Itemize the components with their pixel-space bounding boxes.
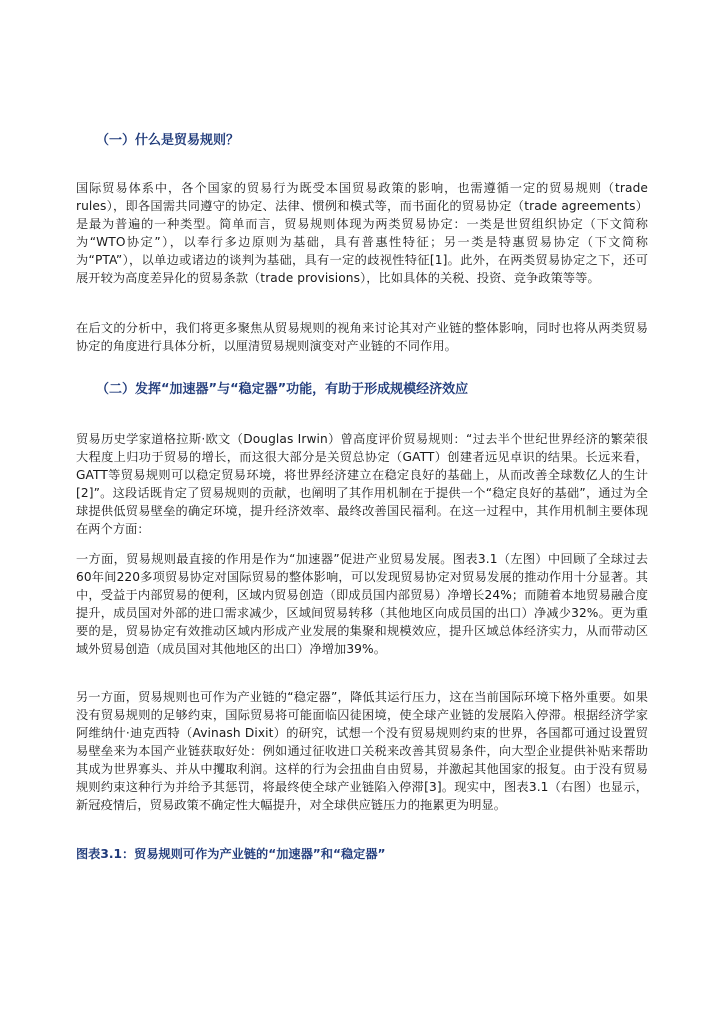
paragraph-accelerator-effect: 一方面，贸易规则最直接的作用是作为“加速器”促进产业贸易发展。图表3.1（左图）中回顾了全球过去60年间220多项贸易协定对国际贸易的整体影响，可以发现贸易协定对贸易发展的推动作用十分显著。其中，受益于内部贸易的便利，区域内贸易创造（即成员国内部贸易）净增长24%；而随着本地贸易融合度提升，成员国对外部的进口需求减少，区域间贸易转移（其他地区向成员国的出口）净减少32%。更为重要的是，贸易协定有效推动区域内形成产业发展的集聚和规模效应，提升区域总体经济实力，从而带动区域外贸易创造（成员国对其他地区的出口）净增加39%。 <box>76 552 648 656</box>
paragraph-douglas-irwin-quote: 贸易历史学家道格拉斯·欧文（Douglas Irwin）曾高度评价贸易规则：“过去半个世纪世界经济的繁荣很大程度上归功于贸易的增长，而这很大部分是关贸总协定（GATT）创建者远见卓识的结果。长远来看，GATT等贸易规则可以稳定贸易环境，将世界经济建立在稳定良好的基础上，从而改善全球数亿人的生计[2]”。这段话既肯定了贸易规则的贡献，也阐明了其作用机制在于提供一个“稳定良好的基础”，通过为全球提供低贸易壁垒的确定环境，提升经济效率、最终改善国民福利。在这一过程中，其作用机制主要体现在两个方面： <box>76 432 648 536</box>
section-heading-accelerator-stabilizer: （二）发挥“加速器”与“稳定器”功能，有助于形成规模经济效应 <box>96 382 469 397</box>
paragraph-analysis-focus: 在后文的分析中，我们将更多聚焦从贸易规则的视角来讨论其对产业链的整体影响，同时也将从两类贸易协定的角度进行具体分析，以厘清贸易规则演变对产业链的不同作用。 <box>76 321 648 353</box>
figure-caption: 图表3.1：贸易规则可作为产业链的“加速器”和“稳定器” <box>76 847 386 861</box>
paragraph-trade-rules-definition: 国际贸易体系中，各个国家的贸易行为既受本国贸易政策的影响，也需遵循一定的贸易规则（trade rules），即各国需共同遵守的协定、法律、惯例和模式等，而书面化的贸易协定（trade agreements）是最为普遍的一种类型。简单而言，贸易规则体现为两类贸易协定：一类是世贸组织协定（下文简称为“WTO协定”），以奉行多边原则为基础，具有普惠性特征；另一类是特惠贸易协定（下文简称为“PTA”），以单边或诸边的谈判为基础，具有一定的歧视性特征[1]。此外，在两类贸易协定之下，还可展开较为高度差异化的贸易条款（trade provisions），比如具体的关税、投资、竞争政策等等。 <box>76 181 648 285</box>
paragraph-stabilizer-effect: 另一方面，贸易规则也可作为产业链的“稳定器”，降低其运行压力，这在当前国际环境下格外重要。如果没有贸易规则的足够约束，国际贸易将可能面临囚徒困境，使全球产业链的发展陷入停滞。根据经济学家阿维纳什·迪克西特（Avinash Dixit）的研究，试想一个没有贸易规则约束的世界，各国都可通过设置贸易壁垒来为本国产业链获取好处：例如通过征收进口关税来改善其贸易条件，向大型企业提供补贴来帮助其成为世界寡头、并从中攫取利润。这样的行为会扭曲自由贸易，并激起其他国家的报复。由于没有贸易规则约束这种行为并给予其惩罚，将最终使全球产业链陷入停滞[3]。现实中，图表3.1（右图）也显示，新冠疫情后，贸易政策不确定性大幅提升，对全球供应链压力的拖累更为明显。 <box>76 690 648 812</box>
section-heading-what-are-trade-rules: （一）什么是贸易规则？ <box>96 133 240 148</box>
